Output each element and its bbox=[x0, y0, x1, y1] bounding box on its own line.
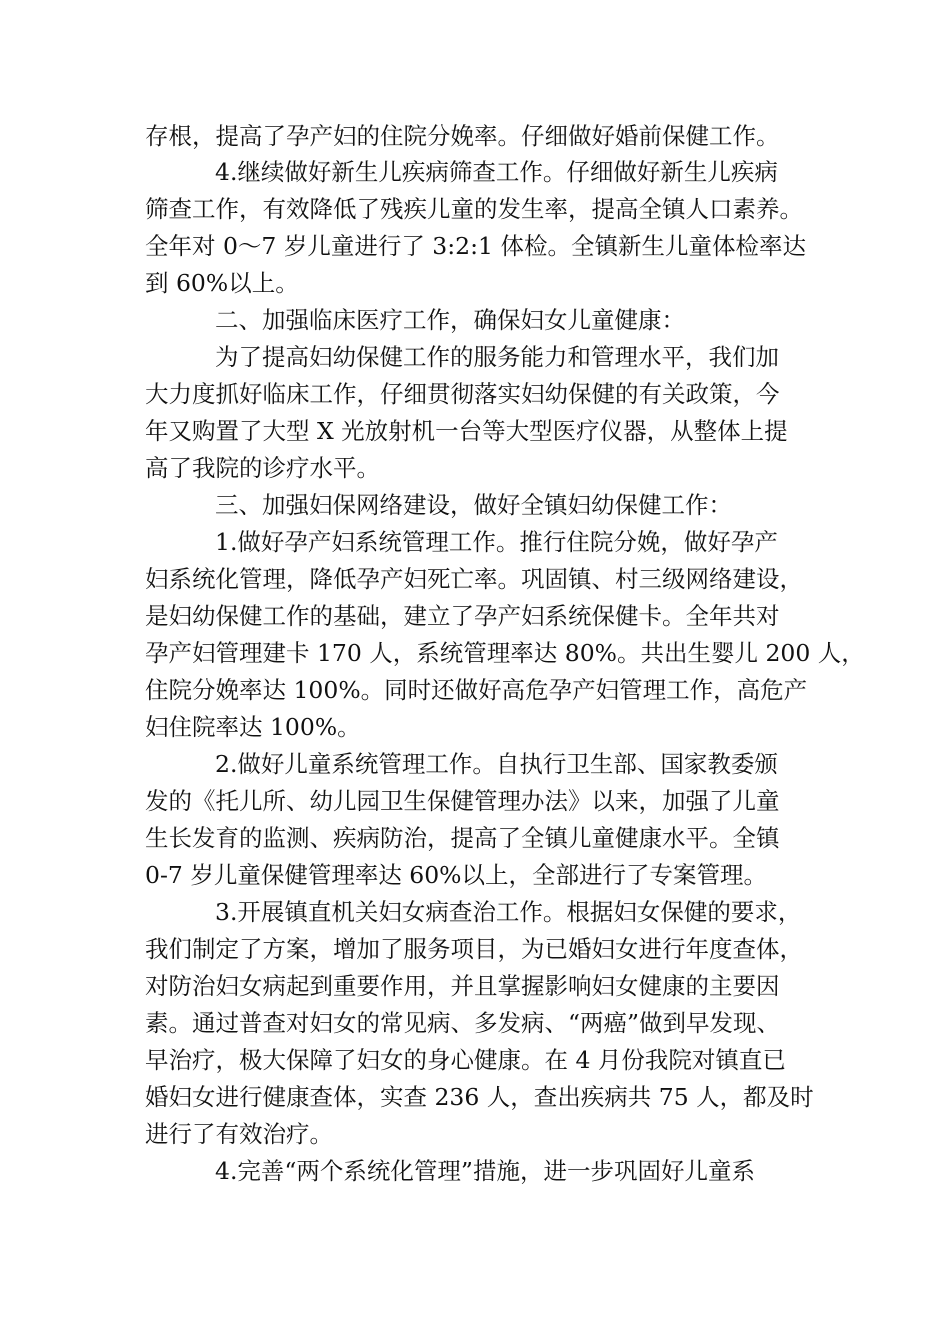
text-line: 高了我院的诊疗水平。 bbox=[145, 454, 380, 482]
text-line: 妇住院率达 100%。 bbox=[145, 713, 361, 741]
text-line: 到 60%以上。 bbox=[145, 269, 299, 297]
item-heading-2: 2.做好儿童系统管理工作。自执行卫生部、国家教委颁 bbox=[215, 750, 778, 778]
text-line: 大力度抓好临床工作，仔细贯彻落实妇幼保健的有关政策，今 bbox=[145, 380, 780, 408]
text-line: 存根，提高了孕产妇的住院分娩率。仔细做好婚前保健工作。 bbox=[145, 122, 780, 150]
item-heading-1: 1.做好孕产妇系统管理工作。推行住院分娩，做好孕产 bbox=[215, 528, 778, 556]
section-heading-3: 三、加强妇保网络建设，做好全镇妇幼保健工作： bbox=[215, 491, 732, 519]
item-heading-4: 4.继续做好新生儿疾病筛查工作。仔细做好新生儿疾病 bbox=[215, 158, 778, 186]
text-line: 筛查工作，有效降低了残疾儿童的发生率，提高全镇人口素养。 bbox=[145, 195, 803, 223]
text-line: 我们制定了方案，增加了服务项目，为已婚妇女进行年度查体， bbox=[145, 935, 803, 963]
text-line: 年又购置了大型 X 光放射机一台等大型医疗仪器，从整体上提 bbox=[145, 417, 788, 445]
text-line: 住院分娩率达 100%。同时还做好高危孕产妇管理工作，高危产 bbox=[145, 676, 808, 704]
paragraph-start: 为了提高妇幼保健工作的服务能力和管理水平，我们加 bbox=[215, 343, 779, 371]
text-line: 发的《托儿所、幼儿园卫生保健管理办法》以来，加强了儿童 bbox=[145, 787, 780, 815]
text-line: 素。通过普查对妇女的常见病、多发病、“两癌”做到早发现、 bbox=[145, 1009, 781, 1037]
item-heading-3: 3.开展镇直机关妇女病查治工作。根据妇女保健的要求， bbox=[215, 898, 802, 926]
text-line: 婚妇女进行健康查体，实查 236 人，查出疾病共 75 人，都及时 bbox=[145, 1083, 814, 1111]
text-line: 孕产妇管理建卡 170 人，系统管理率达 80%。共出生婴儿 200 人， bbox=[145, 639, 865, 667]
text-line: 对防治妇女病起到重要作用，并且掌握影响妇女健康的主要因 bbox=[145, 972, 780, 1000]
section-heading-2: 二、加强临床医疗工作，确保妇女儿童健康： bbox=[215, 306, 685, 334]
item-heading-4b: 4.完善“两个系统化管理”措施，进一步巩固好儿童系 bbox=[215, 1157, 755, 1185]
text-line: 妇系统化管理，降低孕产妇死亡率。巩固镇、村三级网络建设， bbox=[145, 565, 803, 593]
text-line: 是妇幼保健工作的基础，建立了孕产妇系统保健卡。全年共对 bbox=[145, 602, 780, 630]
text-line: 进行了有效治疗。 bbox=[145, 1120, 333, 1148]
text-line: 生长发育的监测、疾病防治，提高了全镇儿童健康水平。全镇 bbox=[145, 824, 780, 852]
text-line: 0-7 岁儿童保健管理率达 60%以上，全部进行了专案管理。 bbox=[145, 861, 768, 889]
text-line: 早治疗，极大保障了妇女的身心健康。在 4 月份我院对镇直已 bbox=[145, 1046, 786, 1074]
text-line: 全年对 0～7 岁儿童进行了 3:2:1 体检。全镇新生儿童体检率达 bbox=[145, 232, 806, 260]
